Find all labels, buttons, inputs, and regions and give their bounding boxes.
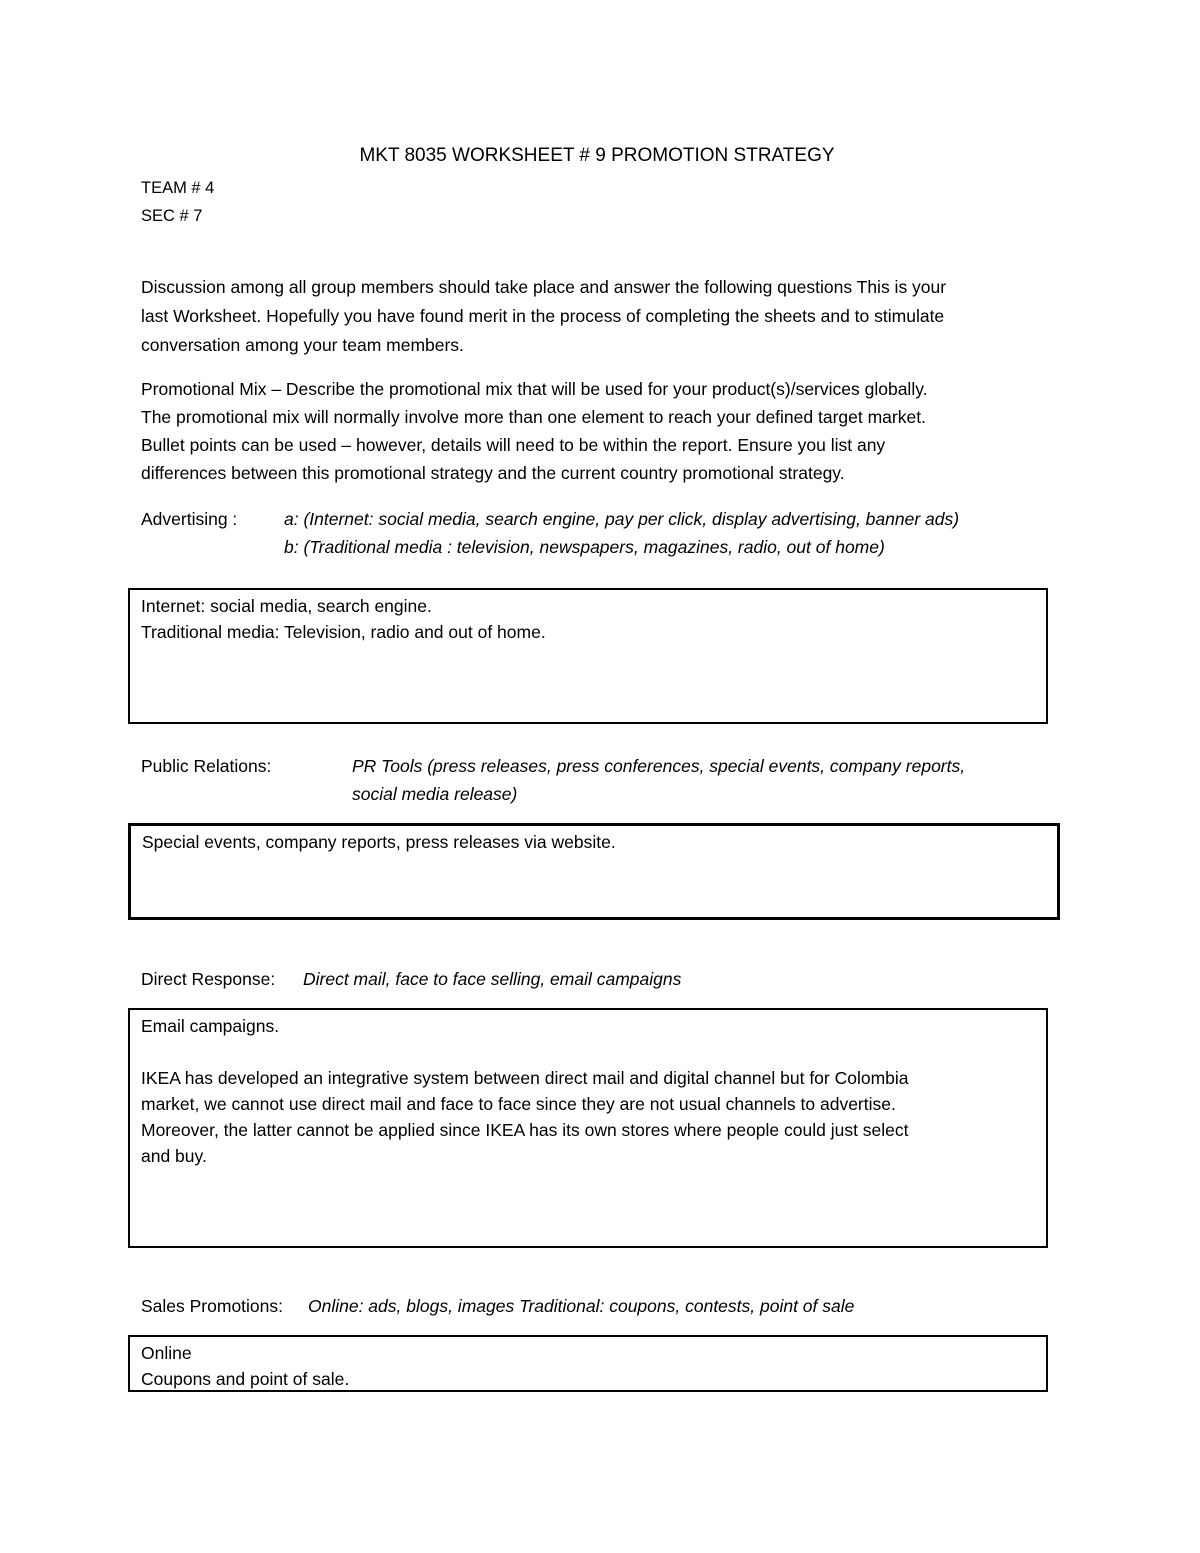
intro-line: Discussion among all group members should take place and answer the following questions This is your — [141, 277, 947, 297]
advertising-hint-a: a: (Internet: social media, search engine, pay per click, display advertising, banner ads) — [284, 509, 960, 529]
promo-mix-line: differences between this promotional strategy and the current country promotional strategy. — [141, 463, 845, 483]
promo-mix-line: Promotional Mix – Describe the promotional mix that will be used for your product(s)/services globally. — [141, 379, 928, 399]
intro-line: last Worksheet. Hopefully you have found merit in the process of completing the sheets and to stimulate — [141, 306, 945, 326]
answer-line: market, we cannot use direct mail and face to face since they are not usual channels to advertise. — [141, 1094, 896, 1114]
sales-promotions-answer-box[interactable] — [128, 1335, 1048, 1392]
page-title: MKT 8035 WORKSHEET # 9 PROMOTION STRATEGY — [359, 145, 835, 166]
answer-line: Online — [141, 1343, 192, 1363]
public-relations-hint-line1: PR Tools (press releases, press conferences, special events, company reports, — [352, 756, 966, 776]
answer-line: Internet: social media, search engine. — [141, 596, 432, 616]
advertising-answer-box[interactable] — [128, 588, 1048, 724]
answer-line: Email campaigns. — [141, 1016, 280, 1036]
answer-line: Traditional media: Television, radio and out of home. — [141, 622, 546, 642]
direct-response-hint: Direct mail, face to face selling, email campaigns — [303, 969, 682, 989]
promo-mix-line: The promotional mix will normally involve more than one element to reach your defined target market. — [141, 407, 926, 427]
answer-line: Coupons and point of sale. — [141, 1369, 350, 1389]
sales-promotions-label: Sales Promotions: — [141, 1296, 284, 1316]
promo-mix-line: Bullet points can be used – however, details will need to be within the report. Ensure you list any — [141, 435, 886, 455]
public-relations-label: Public Relations: — [141, 756, 272, 776]
answer-line: Special events, company reports, press releases via website. — [142, 832, 616, 852]
answer-line: Moreover, the latter cannot be applied since IKEA has its own stores where people could just select — [141, 1120, 909, 1140]
direct-response-answer-box[interactable] — [128, 1008, 1048, 1248]
advertising-label: Advertising : — [141, 509, 238, 529]
public-relations-hint-line2: social media release) — [352, 784, 518, 804]
answer-line: IKEA has developed an integrative system between direct mail and digital channel but for Colombia — [141, 1068, 909, 1088]
advertising-hint-b: b: (Traditional media : television, newspapers, magazines, radio, out of home) — [284, 537, 885, 557]
section-number: SEC # 7 — [141, 207, 203, 225]
public-relations-answer-box[interactable] — [128, 823, 1060, 920]
promo-mix-paragraph — [141, 375, 1071, 487]
answer-line: and buy. — [141, 1146, 207, 1166]
sales-promotions-hint: Online: ads, blogs, images Traditional: coupons, contests, point of sale — [308, 1296, 855, 1316]
intro-line: conversation among your team members. — [141, 335, 464, 355]
direct-response-label: Direct Response: — [141, 969, 276, 989]
team-number: TEAM # 4 — [141, 179, 215, 197]
blank-line — [141, 1039, 1035, 1065]
intro-paragraph — [141, 273, 1071, 360]
